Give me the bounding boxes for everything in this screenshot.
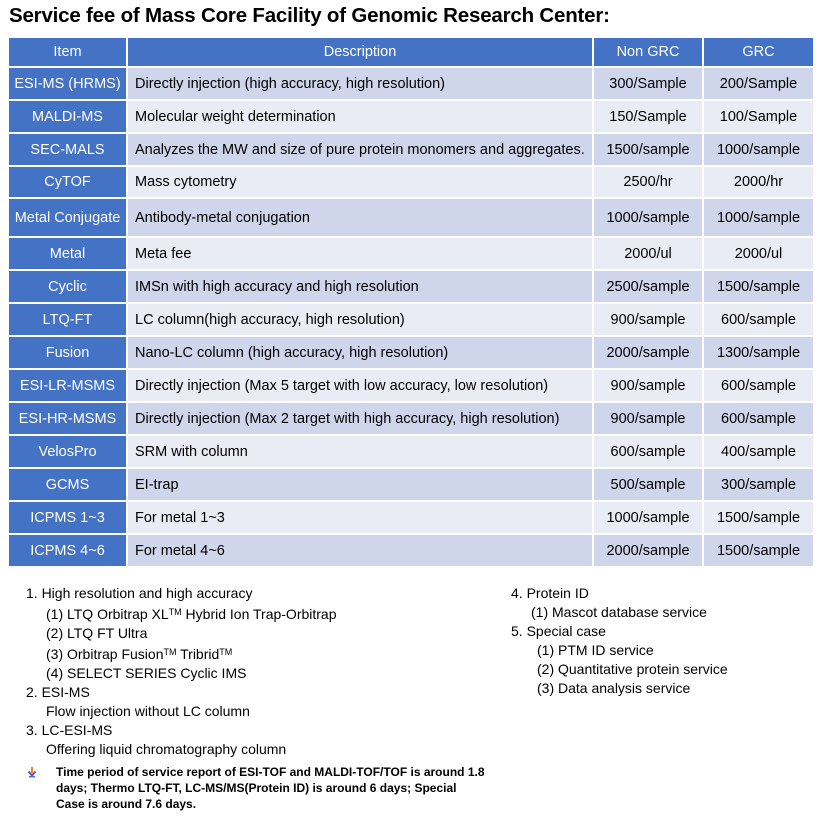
note-1-item-4: (4) SELECT SERIES Cyclic IMS	[46, 665, 247, 681]
row-item-cell: ESI-MS (HRMS)	[8, 67, 127, 100]
note-5-item-1: (1) PTM ID service	[537, 642, 654, 658]
row-item-cell: ICPMS 1~3	[8, 501, 127, 534]
row-item-cell: MALDI-MS	[8, 100, 127, 133]
note-4-item-1: (1) Mascot database service	[531, 604, 707, 620]
table-row	[8, 237, 814, 270]
note-2-item-1: Flow injection without LC column	[46, 703, 250, 719]
table-header-row	[8, 37, 814, 67]
arrow-bullet-icon	[26, 766, 38, 778]
table-row	[8, 67, 814, 100]
note-4: 4. Protein ID	[511, 585, 589, 601]
table-row	[8, 133, 814, 166]
row-grc-cell: 1000/sample	[703, 133, 814, 166]
row-grc-cell: 600/sample	[703, 369, 814, 402]
row-grc-cell: 200/Sample	[703, 67, 814, 100]
row-grc-cell: 2000/ul	[703, 237, 814, 270]
row-non-grc-cell: 1500/sample	[593, 133, 703, 166]
row-description-cell: Antibody-metal conjugation	[127, 198, 593, 237]
row-non-grc-cell: 900/sample	[593, 303, 703, 336]
notes-left	[26, 584, 337, 759]
row-description-cell: Molecular weight determination	[127, 100, 593, 133]
row-item-cell: ICPMS 4~6	[8, 534, 127, 567]
row-non-grc-cell: 150/Sample	[593, 100, 703, 133]
row-grc-cell: 1000/sample	[703, 198, 814, 237]
row-non-grc-cell: 900/sample	[593, 402, 703, 435]
row-description-cell: For metal 1~3	[127, 501, 593, 534]
row-grc-cell: 600/sample	[703, 402, 814, 435]
table-row	[8, 501, 814, 534]
row-non-grc-cell: 900/sample	[593, 369, 703, 402]
row-non-grc-cell: 300/Sample	[593, 67, 703, 100]
row-description-cell: For metal 4~6	[127, 534, 593, 567]
service-fee-table	[7, 36, 815, 568]
row-item-cell: Metal Conjugate	[8, 198, 127, 237]
row-grc-cell: 100/Sample	[703, 100, 814, 133]
row-grc-cell: 1500/sample	[703, 501, 814, 534]
table-row	[8, 100, 814, 133]
row-description-cell: LC column(high accuracy, high resolution)	[127, 303, 593, 336]
row-grc-cell: 600/sample	[703, 303, 814, 336]
row-item-cell: SEC-MALS	[8, 133, 127, 166]
row-grc-cell: 2000/hr	[703, 166, 814, 198]
row-description-cell: IMSn with high accuracy and high resolution	[127, 270, 593, 303]
table-row	[8, 198, 814, 237]
table-row	[8, 369, 814, 402]
table-row	[8, 435, 814, 468]
table-row	[8, 166, 814, 198]
note-5: 5. Special case	[511, 623, 606, 639]
service-time-footnote: Time period of service report of ESI-TOF and MALDI-TOF/TOF is around 1.8 days; Thermo LTQ-FT, LC-MS/MS(Protein ID) is around 6 days; Special Case is around 7.6 days.	[56, 765, 485, 811]
row-description-cell: Meta fee	[127, 237, 593, 270]
row-grc-cell: 300/sample	[703, 468, 814, 501]
row-item-cell: GCMS	[8, 468, 127, 501]
row-description-cell: Directly injection (Max 2 target with high accuracy, high resolution)	[127, 402, 593, 435]
row-non-grc-cell: 500/sample	[593, 468, 703, 501]
table-row	[8, 270, 814, 303]
table-row	[8, 402, 814, 435]
page-title: Service fee of Mass Core Facility of Genomic Research Center:	[9, 4, 610, 27]
notes-right	[511, 584, 728, 698]
row-grc-cell: 1300/sample	[703, 336, 814, 369]
row-grc-cell: 400/sample	[703, 435, 814, 468]
row-description-cell: Mass cytometry	[127, 166, 593, 198]
note-3: 3. LC-ESI-MS	[26, 722, 113, 738]
row-non-grc-cell: 600/sample	[593, 435, 703, 468]
row-non-grc-cell: 2500/sample	[593, 270, 703, 303]
note-1-item-2: (2) LTQ FT Ultra	[46, 625, 148, 641]
row-description-cell: Nano-LC column (high accuracy, high resolution)	[127, 336, 593, 369]
row-description-cell: SRM with column	[127, 435, 593, 468]
row-non-grc-cell: 2000/ul	[593, 237, 703, 270]
row-grc-cell: 1500/sample	[703, 270, 814, 303]
note-5-item-2: (2) Quantitative protein service	[537, 661, 728, 677]
row-item-cell: Cyclic	[8, 270, 127, 303]
row-item-cell: Metal	[8, 237, 127, 270]
table-row	[8, 303, 814, 336]
note-1: 1. High resolution and high accuracy	[26, 585, 253, 601]
row-description-cell: Analyzes the MW and size of pure protein monomers and aggregates.	[127, 133, 593, 166]
row-non-grc-cell: 1000/sample	[593, 501, 703, 534]
header-description: Description	[127, 37, 593, 67]
row-non-grc-cell: 2000/sample	[593, 534, 703, 567]
note-1-item-3: (3) Orbitrap Fusion™ Tribrid™	[46, 646, 233, 662]
row-non-grc-cell: 2500/hr	[593, 166, 703, 198]
row-description-cell: Directly injection (high accuracy, high resolution)	[127, 67, 593, 100]
row-item-cell: LTQ-FT	[8, 303, 127, 336]
row-non-grc-cell: 2000/sample	[593, 336, 703, 369]
table-row	[8, 468, 814, 501]
note-5-item-3: (3) Data analysis service	[537, 680, 691, 696]
table-row	[8, 336, 814, 369]
note-3-item-1: Offering liquid chromatography column	[46, 741, 287, 757]
row-grc-cell: 1500/sample	[703, 534, 814, 567]
row-item-cell: ESI-LR-MSMS	[8, 369, 127, 402]
row-description-cell: Directly injection (Max 5 target with low accuracy, low resolution)	[127, 369, 593, 402]
header-non-grc: Non GRC	[593, 37, 703, 67]
table-row	[8, 534, 814, 567]
row-item-cell: Fusion	[8, 336, 127, 369]
row-item-cell: CyTOF	[8, 166, 127, 198]
header-item: Item	[8, 37, 127, 67]
note-1-item-1: (1) LTQ Orbitrap XL™ Hybrid Ion Trap-Orbitrap	[46, 606, 337, 622]
row-item-cell: VelosPro	[8, 435, 127, 468]
note-2: 2. ESI-MS	[26, 684, 90, 700]
row-non-grc-cell: 1000/sample	[593, 198, 703, 237]
header-grc: GRC	[703, 37, 814, 67]
row-item-cell: ESI-HR-MSMS	[8, 402, 127, 435]
row-description-cell: EI-trap	[127, 468, 593, 501]
